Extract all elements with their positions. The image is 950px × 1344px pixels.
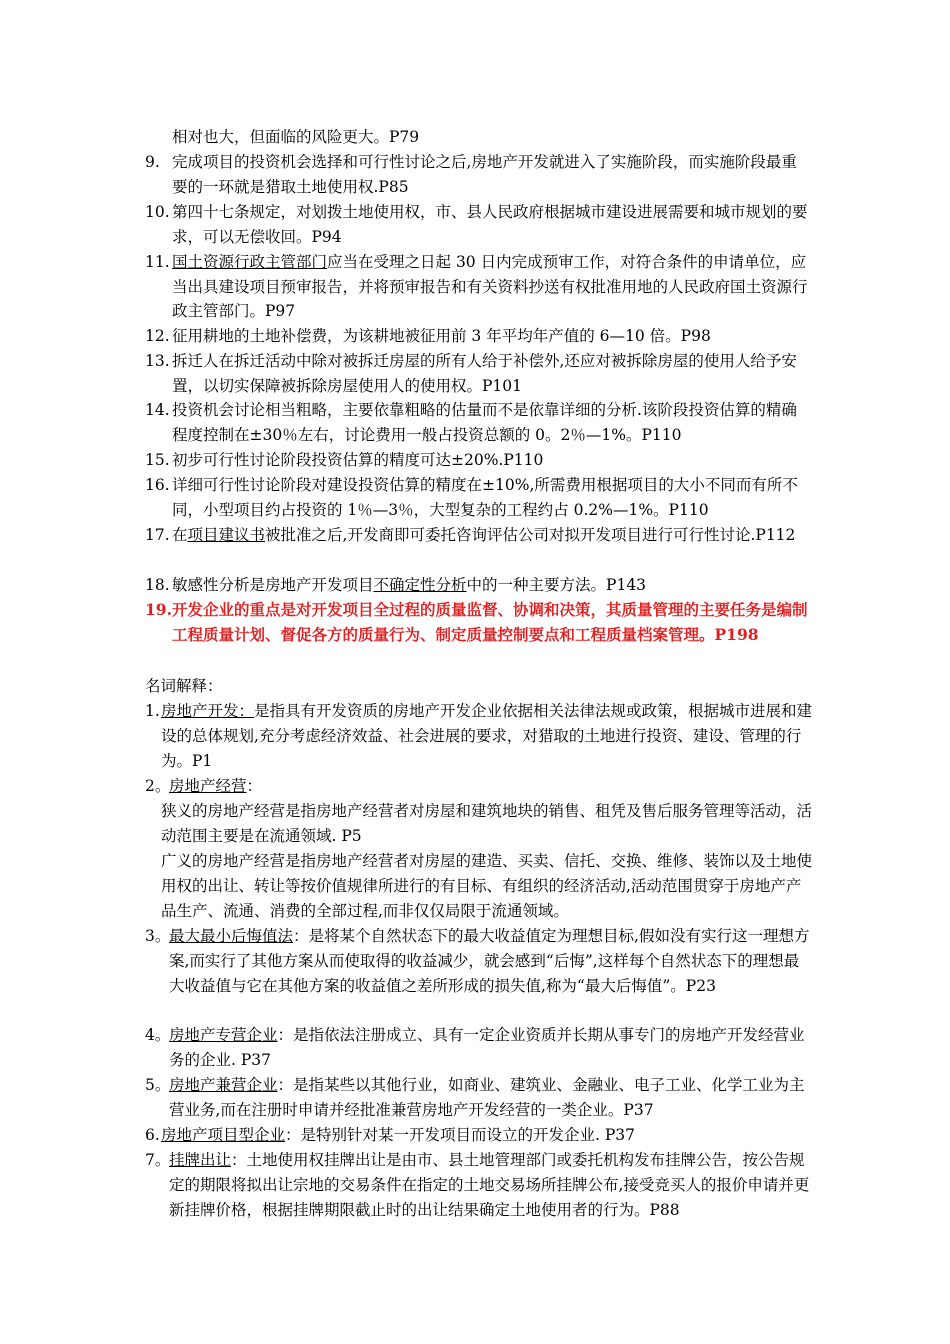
definition-number: 7。 [145,1151,171,1169]
item-text: 完成项目的投资机会选择和可行性讨论之后,房地产开发就进入了实施阶段，而实施阶段最重要的一环就是猎取土地使用权.P85 [172,153,797,196]
definition-body: ：土地使用权挂牌出让是由市、县土地管理部门或委托机构发布挂牌公告，按公告规定的期限将拟出让宗地的交易条件在指定的土地交易场所挂牌公布,接受竞买人的报价申请并更新挂牌价格，根据挂牌期限截止时的出让结果确定土地使用者的行为。P88 [169,1151,810,1219]
item-number: 18. [145,576,170,594]
item-text: 征用耕地的土地补偿费，为该耕地被征用前 3 年平均年产值的 6—10 倍。P98 [172,327,711,345]
item-number: 17. [145,526,170,544]
item-body: 中的一种主要方法。P143 [466,576,647,594]
item-text: 初步可行性讨论阶段投资估算的精度可达±20%.P110 [172,451,544,469]
definition-term: 房地产项目型企业 [161,1126,286,1144]
definition-term: 最大最小后悔值法 [169,927,294,945]
definition-text [169,1148,813,1223]
definition-number: 6. [145,1126,160,1144]
item-number: 10. [145,203,170,221]
item-number: 19. [145,600,172,619]
item-text [172,523,812,548]
item-number: 12. [145,327,170,345]
item-text: 投资机会讨论相当粗略，主要依靠粗略的估量而不是依靠详细的分析.该阶段投资估算的精确程度控制在±30％左右，讨论费用一般占投资总额的 0。2％—1%。P110 [172,401,797,444]
definition-text [169,924,813,999]
item-text [172,573,812,598]
item-number: 11. [145,253,170,271]
definition-body: ：是指依法注册成立、具有一定企业资质并长期从事专门的房地产开发经营业务的企业. P37 [169,1026,805,1069]
definition-term: 房地产经营 [169,777,247,795]
definition-body: ：是特别针对某一开发项目而设立的开发企业. P37 [285,1126,636,1144]
definition-colon: ： [246,777,263,795]
definition-text [169,1073,813,1123]
item-text: 详细可行性讨论阶段对建设投资估算的精度在±10%,所需费用根据项目的大小不同而有所不同，小型项目约占投资的 1％—3％，大型复杂的工程约占 0.2%—1%。P110 [172,476,798,519]
item-body: 应当在受理之日起 30 日内完成预审工作，对符合条件的申请单位，应当出具建设项目预审报告，并将预审报告和有关资料抄送有权批准用地的人民政府国土资源行政主管部门。P97 [172,253,808,320]
item-text: 第四十七条规定，对划拨土地使用权，市、县人民政府根据城市建设进展需要和城市规划的要求，可以无偿收回。P94 [172,203,808,246]
definition-text [161,699,813,774]
continuation-text: 相对也大，但面临的风险更大。P79 [172,128,420,146]
definition-body: ：是将某个自然状态下的最大收益值定为理想目标,假如没有实行这一理想方案,而实行了其他方案从而使取得的收益减少，就会感到“后悔”,这样每个自然状态下的理想最大收益值与它在其他方案的收益值之差所形成的损失值,称为“最大后悔值”。P23 [169,927,810,995]
item-body: 被批准之后,开发商即可委托咨询评估公司对拟开发项目进行可行性讨论.P112 [265,526,796,544]
item-text: 开发企业的重点是对开发项目全过程的质量监督、协调和决策，其质量管理的主要任务是编制工程质量计划、督促各方的质量行为、制定质量控制要点和工程质量档案管理。P198 [172,600,808,644]
definition-number: 3。 [145,927,171,945]
definition-number: 2。 [145,777,171,795]
item-text: 拆迁人在拆迁活动中除对被拆迁房屋的所有人给于补偿外,还应对被拆除房屋的使用人给予安置，以切实保障被拆除房屋使用人的使用权。P101 [172,352,797,395]
definition-2-broad: 广义的房地产经营是指房地产经营者对房屋的建造、买卖、信托、交换、维修、装饰以及土地使用权的出让、转让等按价值规律所进行的有目标、有组织的经济活动,活动范围贯穿于房地产产品生产、流通、消费的全部过程,而非仅仅局限于流通领域。 [161,852,813,920]
definition-text [161,1123,813,1148]
definition-body: ：是指某些以其他行业，如商业、建筑业、金融业、电子工业、化学工业为主营业务,而在注册时申请并经批准兼营房地产开发经营的一类企业。P37 [169,1076,805,1119]
item-prefix: 敏感性分析是房地产开发项目 [172,576,374,594]
definition-term: 房地产开发： [161,702,255,720]
definition-term: 房地产兼营企业 [169,1076,278,1094]
item-number: 15. [145,451,170,469]
definition-number: 5。 [145,1076,171,1094]
definition-number: 1. [145,702,160,720]
item-text [172,250,812,324]
definition-term: 房地产专营企业 [169,1026,278,1044]
item-number: 9. [145,153,160,171]
continuation-line [172,125,812,150]
definition-term: 挂牌出让 [169,1151,232,1169]
item-prefix: 在 [172,526,188,544]
underlined-term: 不确定性分析 [373,576,467,594]
definition-2-narrow: 狭义的房地产经营是指房地产经营者对房屋和建筑地块的销售、租凭及售后服务管理等活动，活动范围主要是在流通领域. P5 [161,802,813,845]
definition-term-line [169,774,813,799]
item-number: 14. [145,401,170,419]
definition-number: 4。 [145,1026,171,1044]
item-number: 13. [145,352,170,370]
definitions-heading: 名词解释： [145,677,223,695]
underlined-term: 国土资源行政主管部门 [172,253,328,271]
underlined-term: 项目建议书 [187,526,266,544]
item-number: 16. [145,476,170,494]
definition-body: 是指具有开发资质的房地产开发企业依据相关法律法规或政策，根据城市进展和建设的总体规划,充分考虑经济效益、社会进展的要求，对猎取的土地进行投资、建设、管理的行为。P1 [161,702,813,770]
definition-text [169,1023,813,1073]
